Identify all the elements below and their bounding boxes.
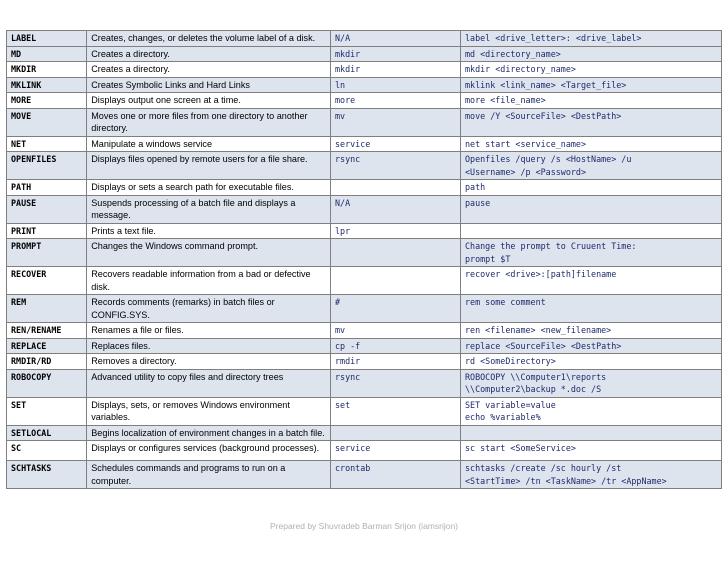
description-cell: Prints a text file. <box>87 223 331 239</box>
command-name-cell: MKLINK <box>7 77 87 93</box>
example-cell <box>460 223 721 239</box>
example-cell: recover <drive>:[path]filename <box>460 267 721 295</box>
linux-equivalent-cell: mv <box>330 108 460 136</box>
table-row <box>7 180 722 196</box>
table-row <box>7 223 722 239</box>
linux-equivalent-cell: service <box>330 136 460 152</box>
command-name-cell: RECOVER <box>7 267 87 295</box>
example-cell: rem some comment <box>460 295 721 323</box>
description-cell: Changes the Windows command prompt. <box>87 239 331 267</box>
table-row <box>7 239 722 267</box>
example-cell: move /Y <SourceFile> <DestPath> <box>460 108 721 136</box>
table-row <box>7 195 722 223</box>
example-cell: ren <filename> <new_filename> <box>460 323 721 339</box>
description-cell: Creates Symbolic Links and Hard Links <box>87 77 331 93</box>
description-cell: Moves one or more files from one directory to another directory. <box>87 108 331 136</box>
description-cell: Displays output one screen at a time. <box>87 93 331 109</box>
command-name-cell: PROMPT <box>7 239 87 267</box>
table-row <box>7 354 722 370</box>
description-cell: Schedules commands and programs to run on a computer. <box>87 461 331 489</box>
command-table <box>6 30 722 489</box>
command-name-cell: REPLACE <box>7 338 87 354</box>
table-row <box>7 136 722 152</box>
example-cell: replace <SourceFile> <DestPath> <box>460 338 721 354</box>
table-row <box>7 108 722 136</box>
linux-equivalent-cell: rsync <box>330 152 460 180</box>
command-name-cell: PRINT <box>7 223 87 239</box>
table-row <box>7 31 722 47</box>
table-row <box>7 441 722 461</box>
command-table-body <box>7 31 722 489</box>
description-cell: Renames a file or files. <box>87 323 331 339</box>
linux-equivalent-cell: # <box>330 295 460 323</box>
table-row <box>7 295 722 323</box>
description-cell: Replaces files. <box>87 338 331 354</box>
command-name-cell: REM <box>7 295 87 323</box>
table-row <box>7 323 722 339</box>
command-name-cell: MOVE <box>7 108 87 136</box>
description-cell: Creates, changes, or deletes the volume label of a disk. <box>87 31 331 47</box>
description-cell: Removes a directory. <box>87 354 331 370</box>
example-cell: path <box>460 180 721 196</box>
command-name-cell: SCHTASKS <box>7 461 87 489</box>
linux-equivalent-cell: cp -f <box>330 338 460 354</box>
example-cell: mklink <link_name> <Target_file> <box>460 77 721 93</box>
table-row <box>7 461 722 489</box>
table-row <box>7 152 722 180</box>
linux-equivalent-cell: rmdir <box>330 354 460 370</box>
command-name-cell: MORE <box>7 93 87 109</box>
example-cell <box>460 425 721 441</box>
description-cell: Displays or configures services (background processes). <box>87 441 331 461</box>
description-cell: Suspends processing of a batch file and displays a message. <box>87 195 331 223</box>
linux-equivalent-cell: mkdir <box>330 46 460 62</box>
linux-equivalent-cell: mv <box>330 323 460 339</box>
command-name-cell: RMDIR/RD <box>7 354 87 370</box>
table-row <box>7 267 722 295</box>
linux-equivalent-cell: more <box>330 93 460 109</box>
example-cell: mkdir <directory_name> <box>460 62 721 78</box>
example-cell: rd <SomeDirectory> <box>460 354 721 370</box>
command-name-cell: LABEL <box>7 31 87 47</box>
command-name-cell: NET <box>7 136 87 152</box>
linux-equivalent-cell: N/A <box>330 31 460 47</box>
example-cell: Openfiles /query /s <HostName> /u <Username> /p <Password> <box>460 152 721 180</box>
table-row <box>7 93 722 109</box>
description-cell: Recovers readable information from a bad or defective disk. <box>87 267 331 295</box>
description-cell: Manipulate a windows service <box>87 136 331 152</box>
linux-equivalent-cell: N/A <box>330 195 460 223</box>
linux-equivalent-cell <box>330 180 460 196</box>
description-cell: Creates a directory. <box>87 46 331 62</box>
command-table-container <box>6 30 722 489</box>
command-name-cell: PAUSE <box>7 195 87 223</box>
page-footer: Prepared by Shuvradeb Barman Srijon (iamsrijon) <box>269 521 459 531</box>
command-name-cell: REN/RENAME <box>7 323 87 339</box>
linux-equivalent-cell: mkdir <box>330 62 460 78</box>
linux-equivalent-cell <box>330 425 460 441</box>
command-name-cell: OPENFILES <box>7 152 87 180</box>
command-name-cell: MD <box>7 46 87 62</box>
example-cell: pause <box>460 195 721 223</box>
table-row <box>7 369 722 397</box>
linux-equivalent-cell <box>330 239 460 267</box>
example-cell: SET variable=value echo %variable% <box>460 397 721 425</box>
command-name-cell: PATH <box>7 180 87 196</box>
linux-equivalent-cell: crontab <box>330 461 460 489</box>
description-cell: Displays files opened by remote users for a file share. <box>87 152 331 180</box>
example-cell: label <drive_letter>: <drive_label> <box>460 31 721 47</box>
description-cell: Advanced utility to copy files and directory trees <box>87 369 331 397</box>
linux-equivalent-cell: ln <box>330 77 460 93</box>
description-cell: Displays, sets, or removes Windows environment variables. <box>87 397 331 425</box>
command-name-cell: MKDIR <box>7 62 87 78</box>
command-name-cell: SET <box>7 397 87 425</box>
command-name-cell: SETLOCAL <box>7 425 87 441</box>
example-cell: sc start <SomeService> <box>460 441 721 461</box>
example-cell: more <file_name> <box>460 93 721 109</box>
table-row <box>7 397 722 425</box>
description-cell: Begins localization of environment changes in a batch file. <box>87 425 331 441</box>
example-cell: net start <service_name> <box>460 136 721 152</box>
linux-equivalent-cell: service <box>330 441 460 461</box>
description-cell: Displays or sets a search path for executable files. <box>87 180 331 196</box>
table-row <box>7 46 722 62</box>
command-name-cell: SC <box>7 441 87 461</box>
description-cell: Records comments (remarks) in batch files or CONFIG.SYS. <box>87 295 331 323</box>
example-cell: schtasks /create /sc hourly /st <StartTime> /tn <TaskName> /tr <AppName> <box>460 461 721 489</box>
table-row <box>7 62 722 78</box>
linux-equivalent-cell: set <box>330 397 460 425</box>
table-row <box>7 425 722 441</box>
linux-equivalent-cell: lpr <box>330 223 460 239</box>
table-row <box>7 338 722 354</box>
example-cell: ROBOCOPY \\Computer1\reports \\Computer2\backup *.doc /S <box>460 369 721 397</box>
linux-equivalent-cell: rsync <box>330 369 460 397</box>
command-name-cell: ROBOCOPY <box>7 369 87 397</box>
table-row <box>7 77 722 93</box>
linux-equivalent-cell <box>330 267 460 295</box>
example-cell: md <directory_name> <box>460 46 721 62</box>
example-cell: Change the prompt to Cruuent Time: prompt $T <box>460 239 721 267</box>
description-cell: Creates a directory. <box>87 62 331 78</box>
